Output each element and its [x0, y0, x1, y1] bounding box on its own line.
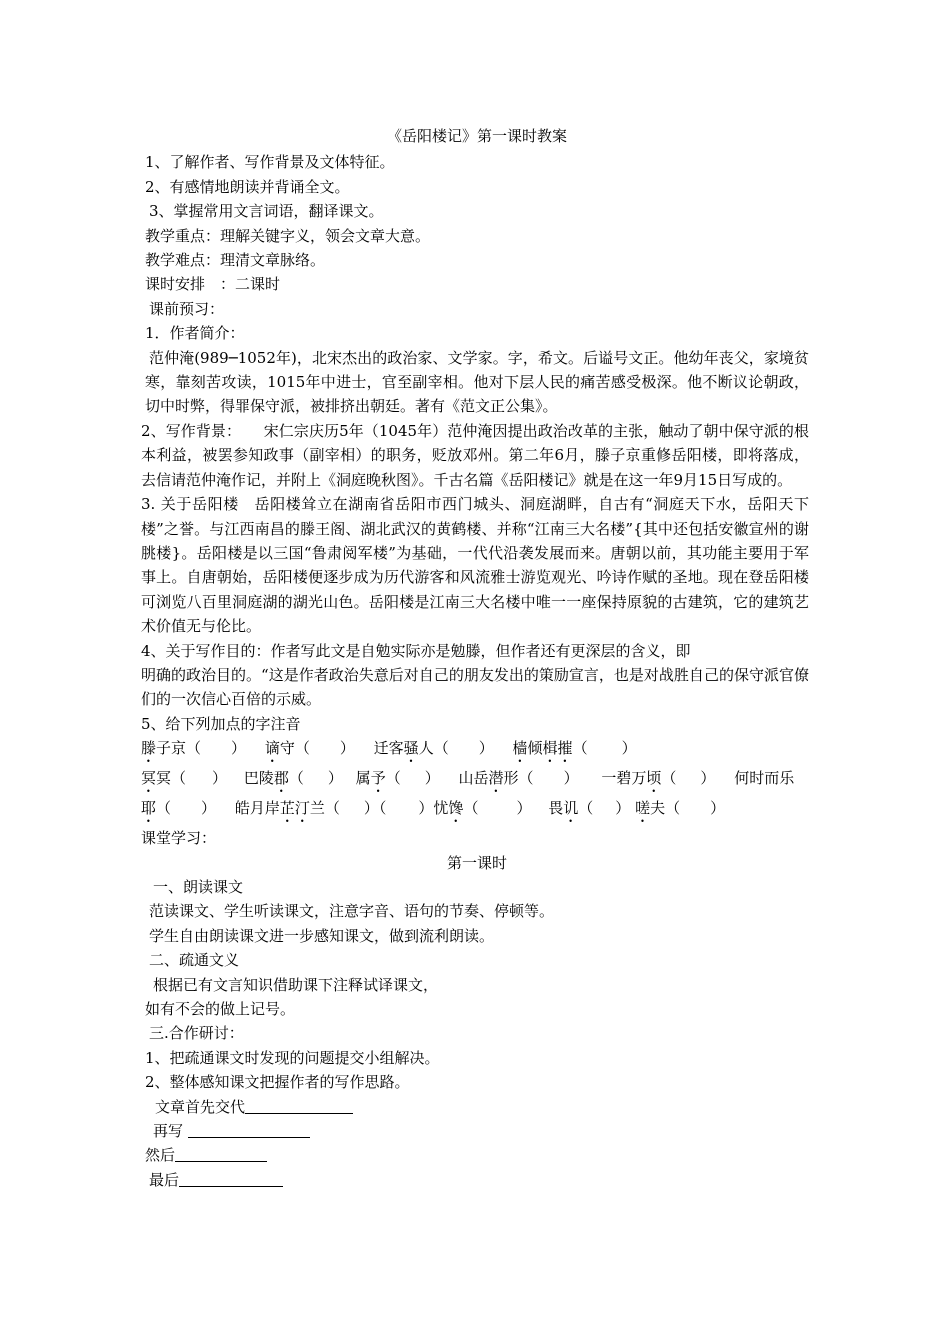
class-heading: 课堂学习： — [141, 829, 217, 848]
objective-1: 1、了解作者、写作背景及文体特征。 — [145, 153, 395, 172]
section-3-heading: 三.合作研讨： — [149, 1024, 244, 1043]
pinyin-heading: 5、给下列加点的字注音 — [141, 714, 301, 733]
document-title: 《岳阳楼记》第一课时教案 — [386, 127, 567, 145]
pinyin-item: 滕子京（ — [141, 739, 202, 758]
purpose-paragraph: 明确的政治目的。“这是作者政治失意后对自己的朋友发出的策励宣言，也是对战胜自己的保守派官僚们的一次信心百倍的示威。 — [141, 665, 809, 709]
pinyin-item: 皓月岸芷汀兰（ — [234, 799, 340, 818]
tower-paragraph: 3. 关于岳阳楼 岳阳楼耸立在湖南省岳阳市西门城头、洞庭湖畔，自古有“洞庭天下水，岳阳天下楼”之誉。与江西南昌的滕王阁、湖北武汉的黄鹤楼、并称“江南三大名楼”{其中还包括安徽宣州的谢朓楼}。岳阳楼是以三国“鲁肃阅军楼”为基础，一代代沿袭发展而来。唐朝以前，其功能主要用于军事上。自唐朝始，岳阳楼便逐步成为历代游客和风流雅士游览观光、吟诗作赋的圣地。现在登岳阳楼可浏览八百里洞庭湖的湖光山色。岳阳楼是江南三大名楼中唯一一座保持原貌的古建筑，它的建筑艺术价值无与伦比。 — [141, 495, 809, 636]
objective-2: 2、有感情地朗读并背诵全文。 — [145, 177, 350, 196]
pinyin-item: 属予（ — [355, 769, 401, 788]
pinyin-item: 一碧万顷（ — [601, 769, 677, 788]
teaching-difficulty: 教学难点：理清文章脉络。 — [145, 251, 326, 270]
pinyin-item: 嗟夫（ — [635, 799, 681, 818]
author-paragraph: 范仲淹(989─1052年)，北宋杰出的政治家、文学家。字，希文。后谥号文正。他幼年丧父，家境贫寒，靠刻苦攻读，1015年中进士，官至副宰相。他对下层人民的痛苦感受极深。他不断议论朝政，切中时弊，得罪保守派，被排挤出朝廷。著有《范文正公集》。 — [145, 348, 809, 416]
pinyin-item: 耶（ — [141, 799, 172, 818]
section-3-line-1: 1、把疏通课文时发现的问题提交小组解决。 — [145, 1048, 440, 1067]
fill-label: 再写 — [153, 1122, 184, 1141]
pinyin-item: 冥冥（ — [141, 769, 187, 788]
author-heading: 1．作者简介： — [145, 324, 245, 343]
section-1-line-1: 范读课文、学生听读课文，注意字音、语句的节奏、停顿等。 — [149, 902, 555, 921]
section-3-line-2: 2、整体感知课文把握作者的写作思路。 — [145, 1073, 410, 1092]
fill-blank[interactable] — [179, 1170, 283, 1187]
teaching-focus: 教学重点：理解关键字义，领会文章大意。 — [145, 226, 431, 245]
fill-line-4 — [145, 1168, 809, 1192]
fill-label: 文章首先交代 — [155, 1097, 246, 1116]
pinyin-item: 谪守（ — [264, 739, 310, 758]
fill-blank[interactable] — [245, 1097, 353, 1114]
pinyin-item: 何时而乐 — [734, 769, 795, 788]
document-page — [141, 124, 809, 1192]
fill-label: 最后 — [149, 1170, 180, 1189]
pinyin-item: 樯倾楫摧（ — [512, 739, 588, 758]
section-1-line-2: 学生自由朗读课文进一步感知课文，做到流利朗读。 — [149, 926, 495, 945]
purpose-line: 4、关于写作目的：作者写此文是自勉实际亦是勉滕，但作者还有更深层的含义，即 — [141, 641, 691, 660]
fill-line-3 — [145, 1143, 809, 1167]
fill-label: 然后 — [145, 1146, 176, 1165]
preview-heading: 课前预习： — [149, 299, 225, 318]
pinyin-item: 山岳潜形（ — [458, 769, 534, 788]
pinyin-row-3: 耶（ ） 皓月岸芷汀兰（ ）（ ）忧馋（ ） 畏讥（ ） 嗟夫（ ） — [141, 799, 726, 818]
background-paragraph: 2、写作背景： 宋仁宗庆历5年（1045年）范仲淹因提出政治改革的主张，触动了朝中保守派的根本利益，被罢参知政事（副宰相）的职务，贬放邓州。第二年6月，滕子京重修岳阳楼，即将落成，去信请范仲淹作记，并附上《洞庭晚秋图》。千古名篇《岳阳楼记》就是在这一年9月15日写成的。 — [141, 421, 809, 489]
fill-blank[interactable] — [188, 1121, 310, 1138]
fill-line-1 — [145, 1095, 809, 1119]
lesson-heading: 第一课时 — [446, 853, 507, 872]
section-2-line-2: 如有不会的做上记号。 — [145, 1000, 296, 1018]
fill-blank[interactable] — [175, 1145, 267, 1162]
section-2-heading: 二、疏通文义 — [149, 951, 240, 970]
pinyin-row-1: 滕子京（ ） 谪守（ ） 迁客骚人（ ） 樯倾楫摧（ ） — [141, 739, 637, 758]
objective-3: 3、掌握常用文言词语，翻译课文。 — [149, 202, 384, 221]
section-1-heading: 一、朗读课文 — [153, 877, 244, 896]
section-2-line-1: 根据已有文言知识借助课下注释试译课文， — [153, 975, 439, 994]
lesson-schedule: 课时安排 ：二课时 — [145, 275, 281, 294]
fill-line-2 — [145, 1119, 809, 1143]
pinyin-item: 畏讥（ — [548, 799, 594, 818]
pinyin-item: 迁客骚人（ — [373, 739, 449, 758]
pinyin-item: 巴陵郡（ — [243, 769, 304, 788]
pinyin-row-2: 冥冥（ ） 巴陵郡（ ） 属予（ ） 山岳潜形（ ） 一碧万顷（ ） 何时而乐 — [141, 769, 795, 788]
